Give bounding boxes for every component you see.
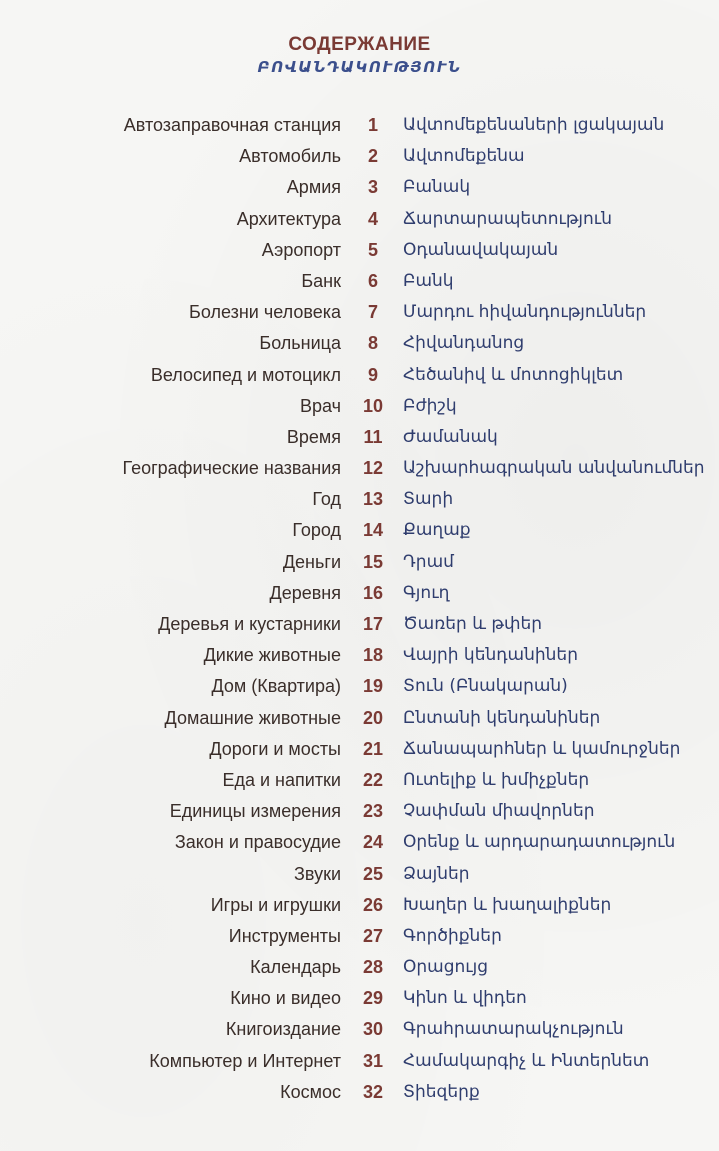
entry-number: 17 bbox=[362, 614, 384, 634]
entry-russian: Больница bbox=[259, 333, 341, 354]
entry-armenian: Հեծանիվ և մոտոցիկլետ bbox=[403, 364, 624, 385]
entry-russian: Игры и игрушки bbox=[210, 894, 341, 915]
entry-armenian: Կինո և վիդեո bbox=[403, 988, 527, 1009]
entry-russian: Армия bbox=[286, 177, 341, 198]
entry-armenian: Տիեզերք bbox=[403, 1081, 480, 1102]
entry-armenian: Օրացույց bbox=[403, 957, 489, 978]
entry-number: 32 bbox=[362, 1081, 384, 1102]
entry-russian: Болезни человека bbox=[189, 302, 341, 323]
toc-row bbox=[0, 329, 719, 360]
toc-row bbox=[0, 392, 719, 423]
entry-armenian: Խաղեր և խաղալիքներ bbox=[403, 894, 612, 915]
toc-row bbox=[0, 1015, 719, 1046]
entry-number: 18 bbox=[362, 645, 384, 666]
entry-armenian: Դրամ bbox=[403, 551, 454, 572]
entry-number: 11 bbox=[363, 426, 383, 447]
entry-armenian: Գործիքներ bbox=[403, 925, 502, 946]
entry-russian: Аэропорт bbox=[261, 239, 341, 260]
entry-number: 24 bbox=[362, 832, 384, 853]
toc-row bbox=[0, 860, 719, 891]
entry-russian: Велосипед и мотоцикл bbox=[150, 364, 341, 385]
entry-number: 15 bbox=[362, 551, 384, 572]
entry-armenian: Բժիշկ bbox=[403, 395, 457, 416]
toc-row bbox=[0, 828, 719, 859]
entry-russian: Звуки bbox=[294, 863, 341, 884]
toc-row bbox=[0, 111, 719, 142]
toc-row bbox=[0, 298, 719, 329]
entry-russian: Географические названия bbox=[122, 458, 341, 479]
entry-armenian: Օրենք և արդարադատություն bbox=[403, 832, 676, 853]
toc-row bbox=[0, 735, 719, 766]
entry-armenian: Ավտոմեքենաների լցակայան bbox=[403, 115, 665, 135]
toc-row bbox=[0, 236, 719, 267]
entry-number: 1 bbox=[367, 115, 378, 135]
entry-number: 22 bbox=[362, 769, 384, 790]
entry-armenian: Աշխարհագրական անվանումներ bbox=[403, 458, 705, 479]
entry-russian: Год bbox=[312, 489, 341, 510]
toc-row bbox=[0, 766, 719, 797]
entry-number: 31 bbox=[362, 1050, 384, 1071]
toc-row bbox=[0, 641, 719, 672]
entry-russian: Календарь bbox=[250, 957, 341, 978]
entry-number: 9 bbox=[367, 364, 378, 385]
toc-row bbox=[0, 891, 719, 922]
entry-russian: Единицы измерения bbox=[169, 801, 341, 822]
entry-number: 28 bbox=[362, 957, 384, 978]
entry-russian: Банк bbox=[301, 270, 341, 291]
toc-row bbox=[0, 548, 719, 579]
entry-number: 5 bbox=[367, 239, 378, 260]
entry-number: 14 bbox=[362, 520, 384, 541]
toc-row bbox=[0, 922, 719, 953]
entry-number: 7 bbox=[367, 302, 378, 323]
entry-number: 12 bbox=[362, 458, 384, 479]
entry-russian: Инструменты bbox=[228, 925, 341, 946]
entry-armenian: Գրահրատարակչություն bbox=[403, 1019, 624, 1040]
entry-armenian: Ավտոմեքենա bbox=[403, 146, 525, 167]
entry-number: 23 bbox=[362, 801, 384, 822]
entry-russian: Автомобиль bbox=[239, 146, 341, 167]
entry-russian: Домашние животные bbox=[164, 707, 341, 728]
entry-number: 26 bbox=[362, 894, 384, 915]
entry-russian: Компьютер и Интернет bbox=[149, 1050, 341, 1071]
entry-armenian: Ուտելիք և խմիչքներ bbox=[403, 769, 590, 790]
toc-row bbox=[0, 610, 719, 641]
entry-number: 27 bbox=[362, 925, 384, 946]
entry-armenian: Հիվանդանոց bbox=[403, 333, 525, 354]
entry-russian: Деревья и кустарники bbox=[158, 614, 341, 634]
entry-armenian: Գյուղ bbox=[403, 582, 450, 603]
toc-row bbox=[0, 1047, 719, 1078]
entry-russian: Деньги bbox=[282, 551, 341, 572]
toc-row bbox=[0, 485, 719, 516]
entry-russian: Кино и видео bbox=[230, 988, 341, 1009]
toc-row bbox=[0, 984, 719, 1015]
entry-number: 16 bbox=[362, 582, 384, 603]
entry-number: 4 bbox=[367, 208, 378, 229]
entry-number: 3 bbox=[367, 177, 378, 198]
entry-armenian: Ձայներ bbox=[403, 863, 470, 884]
toc-row bbox=[0, 516, 719, 547]
entry-russian: Космос bbox=[280, 1081, 341, 1102]
entry-armenian: Վայրի կենդանիներ bbox=[403, 645, 578, 666]
entry-armenian: Մարդու հիվանդություններ bbox=[403, 302, 647, 323]
toc-row bbox=[0, 1078, 719, 1109]
entry-number: 10 bbox=[362, 395, 384, 416]
entry-russian: Еда и напитки bbox=[222, 769, 341, 790]
entry-russian: Врач bbox=[299, 395, 341, 416]
entry-russian: Архитектура bbox=[236, 208, 341, 229]
entry-russian: Автозаправочная станция bbox=[123, 115, 341, 135]
entry-russian: Время bbox=[286, 426, 341, 447]
entry-russian: Дикие животные bbox=[203, 645, 341, 666]
toc-row bbox=[0, 361, 719, 392]
entry-number: 25 bbox=[362, 863, 384, 884]
entry-armenian: Տարի bbox=[403, 489, 454, 510]
table-of-contents bbox=[0, 111, 719, 1109]
entry-number: 20 bbox=[362, 707, 384, 728]
entry-number: 29 bbox=[362, 988, 384, 1009]
entry-armenian: Տուն (Բնակարան) bbox=[403, 676, 568, 697]
entry-armenian: Ծառեր և թփեր bbox=[403, 614, 543, 634]
toc-row bbox=[0, 672, 719, 703]
toc-row bbox=[0, 205, 719, 236]
entry-armenian: Ժամանակ bbox=[403, 426, 498, 447]
entry-russian: Закон и правосудие bbox=[174, 832, 341, 853]
entry-armenian: Բանակ bbox=[403, 177, 471, 198]
entry-armenian: Համակարգիչ և Ինտերնետ bbox=[403, 1050, 650, 1071]
toc-row bbox=[0, 454, 719, 485]
entry-russian: Книгоиздание bbox=[225, 1019, 341, 1040]
entry-armenian: Ընտանի կենդանիներ bbox=[403, 707, 601, 728]
toc-row bbox=[0, 267, 719, 298]
entry-number: 2 bbox=[367, 146, 378, 167]
toc-row bbox=[0, 797, 719, 828]
entry-number: 30 bbox=[362, 1019, 384, 1040]
entry-number: 13 bbox=[362, 489, 384, 510]
entry-armenian: Ճանապարհներ և կամուրջներ bbox=[403, 738, 681, 759]
toc-row bbox=[0, 423, 719, 454]
entry-number: 19 bbox=[362, 676, 384, 697]
entry-number: 21 bbox=[362, 738, 384, 759]
entry-russian: Деревня bbox=[269, 582, 341, 603]
toc-row bbox=[0, 704, 719, 735]
entry-russian: Дороги и мосты bbox=[209, 738, 341, 759]
entry-armenian: Չափման միավորներ bbox=[403, 801, 595, 822]
page-title-russian: СОДЕРЖАНИЕ bbox=[288, 34, 431, 55]
toc-row bbox=[0, 142, 719, 173]
page-title-armenian: ԲՈՎԱՆԴԱԿՈՒԹՅՈՒՆ bbox=[257, 58, 462, 76]
toc-row bbox=[0, 953, 719, 984]
toc-row bbox=[0, 579, 719, 610]
entry-russian: Дом (Квартира) bbox=[211, 676, 341, 697]
entry-armenian: Քաղաք bbox=[403, 520, 471, 541]
entry-armenian: Ճարտարապետություն bbox=[403, 208, 612, 229]
toc-row bbox=[0, 173, 719, 204]
entry-armenian: Օդանավակայան bbox=[403, 239, 559, 260]
entry-number: 8 bbox=[367, 333, 378, 354]
entry-russian: Город bbox=[292, 520, 341, 541]
entry-number: 6 bbox=[367, 270, 378, 291]
entry-armenian: Բանկ bbox=[403, 270, 454, 291]
